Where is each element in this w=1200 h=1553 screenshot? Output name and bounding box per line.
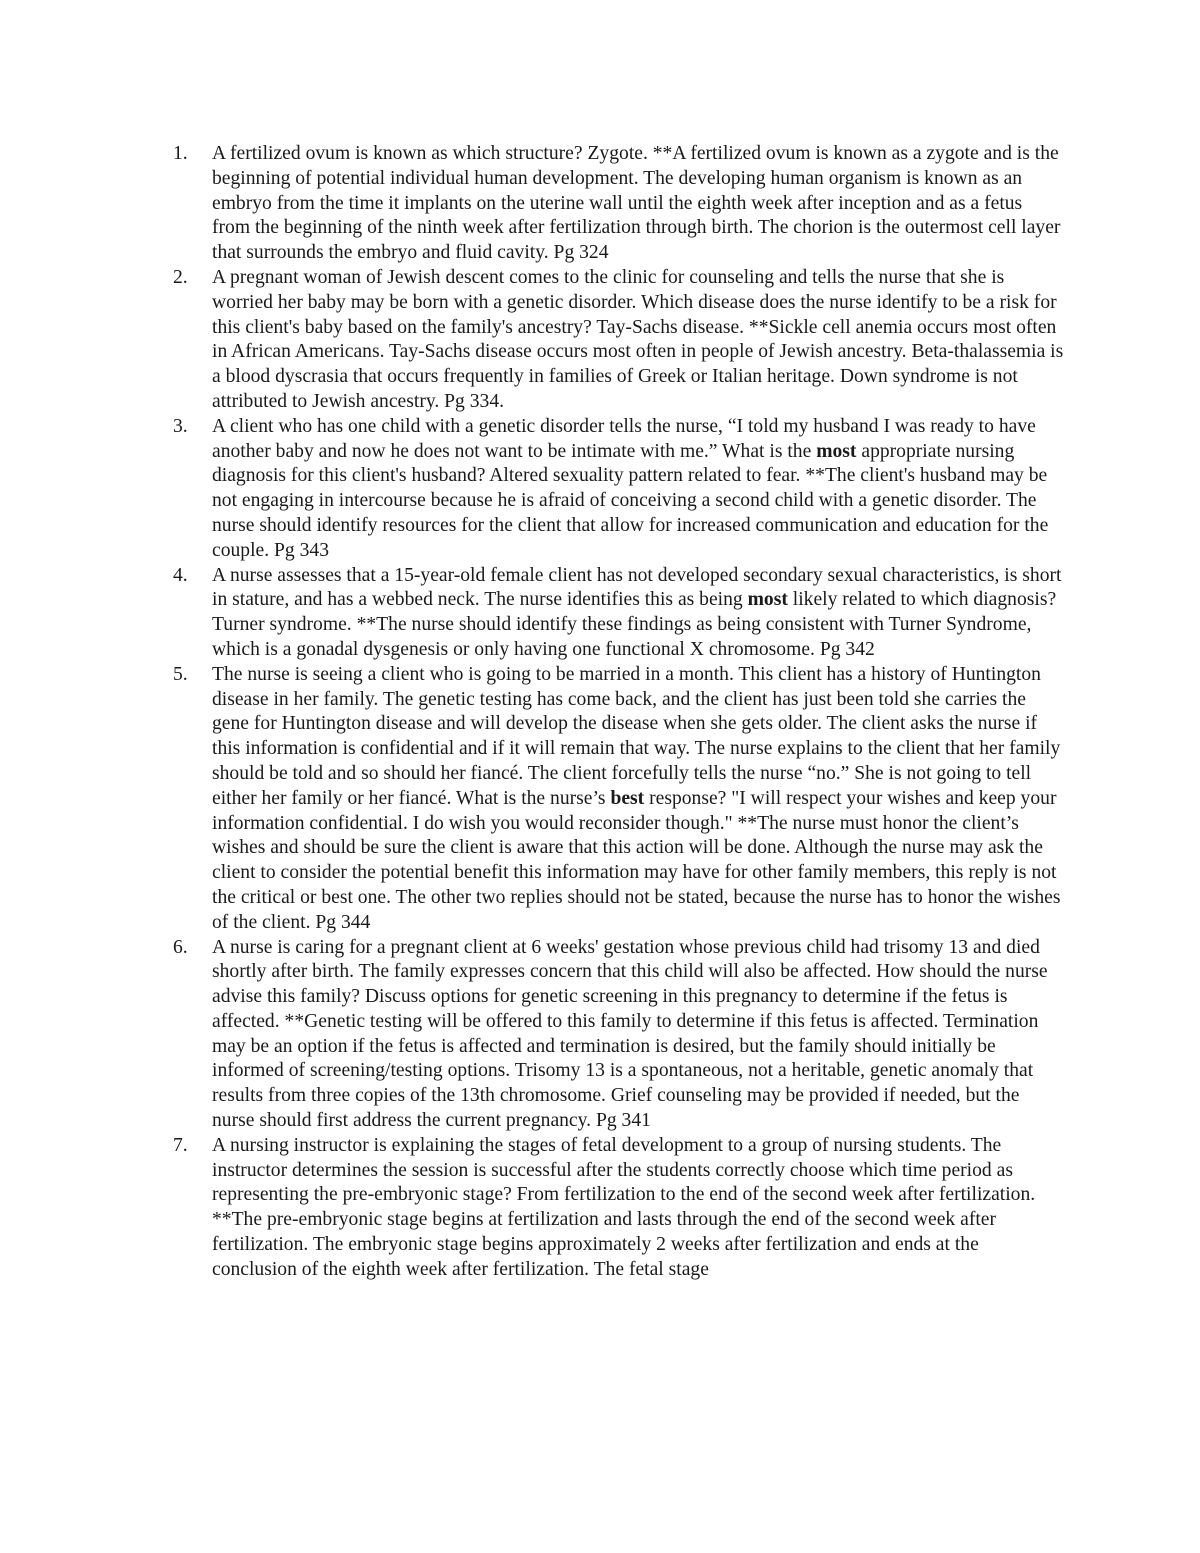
text-segment: A nurse assesses that a 15-year-old female client has not developed secondary sexual characteristics, is short in stature, and has a webbed neck. The nurse identifies this as being bbox=[212, 564, 1062, 611]
text-segment: likely related to which diagnosis? Turner syndrome. **The nurse should identify these findings as being consistent with Turner Syndrome, which is a gonadal dysgenesis or only having one functional X chromosome. Pg 342 bbox=[212, 589, 1057, 660]
question-number: 4. bbox=[173, 564, 188, 586]
text-segment: appropriate nursing diagnosis for this client's husband? Altered sexuality pattern related to fear. **The client's husband may be not engaging in intercourse because he is afraid of conceiving a second child with a genetic disorder. The nurse should identify resources for the client that allow for increased communication and education for the couple. Pg 343 bbox=[212, 440, 1049, 561]
text-segment: A pregnant woman of Jewish descent comes to the clinic for counseling and tells the nurse that she is worried her baby may be born with a genetic disorder. Which disease does the nurse identify to be a risk for this client's baby based on the family's ancestry? Tay-Sachs disease. **Sickle cell anemia occurs most often in African Americans. Tay-Sachs disease occurs most often in people of Jewish ancestry. Beta-thalassemia is a blood dyscrasia that occurs frequently in families of Greek or Italian heritage. Down syndrome is not attributed to Jewish ancestry. Pg 334. bbox=[212, 266, 1064, 412]
emphasis-text: most bbox=[747, 589, 788, 611]
question-number: 2. bbox=[173, 266, 188, 288]
question-text bbox=[212, 142, 1065, 266]
question-item bbox=[173, 415, 1065, 564]
question-item bbox=[173, 142, 1065, 266]
text-segment: The nurse is seeing a client who is going to be married in a month. This client has a history of Huntington disease in her family. The genetic testing has come back, and the client has just been told she carries the gene for Huntington disease and will develop the disease when she gets older. The client asks the nurse if this information is confidential and if it will remain that way. The nurse explains to the client that her family should be told and so should her fiancé. The client forcefully tells the nurse “no.” She is not going to tell either her family or her fiancé. What is the nurse’s bbox=[212, 663, 1061, 809]
question-text bbox=[212, 415, 1065, 564]
question-item bbox=[173, 663, 1065, 936]
question-text bbox=[212, 564, 1065, 663]
question-number: 5. bbox=[173, 663, 188, 685]
text-segment: A nurse is caring for a pregnant client at 6 weeks' gestation whose previous child had trisomy 13 and died shortly after birth. The family expresses concern that this child will also be affected. How should the nurse advise this family? Discuss options for genetic screening in this pregnancy to determine if the fetus is affected. **Genetic testing will be offered to this family to determine if this fetus is affected. Termination may be an option if the fetus is affected and termination is desired, but the family should initially be informed of screening/testing options. Trisomy 13 is a spontaneous, not a heritable, genetic anomaly that results from three copies of the 13th chromosome. Grief counseling may be provided if needed, but the nurse should first address the current pregnancy. Pg 341 bbox=[212, 936, 1048, 1132]
text-segment: A nursing instructor is explaining the stages of fetal development to a group of nursing students. The instructor determines the session is successful after the students correctly choose which time period as representing the pre-embryonic stage? From fertilization to the end of the second week after fertilization. **The pre-embryonic stage begins at fertilization and lasts through the end of the second week after fertilization. The embryonic stage begins approximately 2 weeks after fertilization and ends at the conclusion of the eighth week after fertilization. The fetal stage bbox=[212, 1134, 1036, 1280]
question-item bbox=[173, 1134, 1065, 1283]
question-text bbox=[212, 663, 1065, 936]
emphasis-text: best bbox=[610, 787, 645, 809]
question-number: 6. bbox=[173, 936, 188, 958]
question-item bbox=[173, 564, 1065, 663]
emphasis-text: most bbox=[816, 440, 857, 462]
text-segment: A client who has one child with a genetic disorder tells the nurse, “I told my husband I was ready to have another baby and now he does not want to be intimate with me.” What is the bbox=[212, 415, 1036, 462]
question-number: 7. bbox=[173, 1134, 188, 1156]
question-number: 1. bbox=[173, 143, 188, 164]
question-list bbox=[173, 142, 1065, 1283]
question-text bbox=[212, 266, 1065, 415]
question-number: 3. bbox=[173, 415, 188, 437]
question-item bbox=[173, 266, 1065, 415]
text-segment: A fertilized ovum is known as which structure? Zygote. **A fertilized ovum is known as a zygote and is the beginning of potential individual human development. The developing human organism is known as an embryo from the time it implants on the uterine wall until the eighth week after inception and as a fetus from the beginning of the ninth week after fertilization through birth. The chorion is the outermost cell layer that surrounds the embryo and fluid cavity. Pg 324 bbox=[212, 143, 1061, 264]
question-text bbox=[212, 936, 1065, 1134]
question-text bbox=[212, 1134, 1065, 1283]
question-item bbox=[173, 936, 1065, 1134]
text-segment: response? "I will respect your wishes and keep your information confidential. I do wish you would reconsider though." **The nurse must honor the client’s wishes and should be sure the client is aware that this action will be done. Although the nurse may ask the client to consider the potential benefit this information may have for other family members, this reply is not the critical or best one. The other two replies should not be stated, because the nurse has to honor the wishes of the client. Pg 344 bbox=[212, 787, 1061, 933]
